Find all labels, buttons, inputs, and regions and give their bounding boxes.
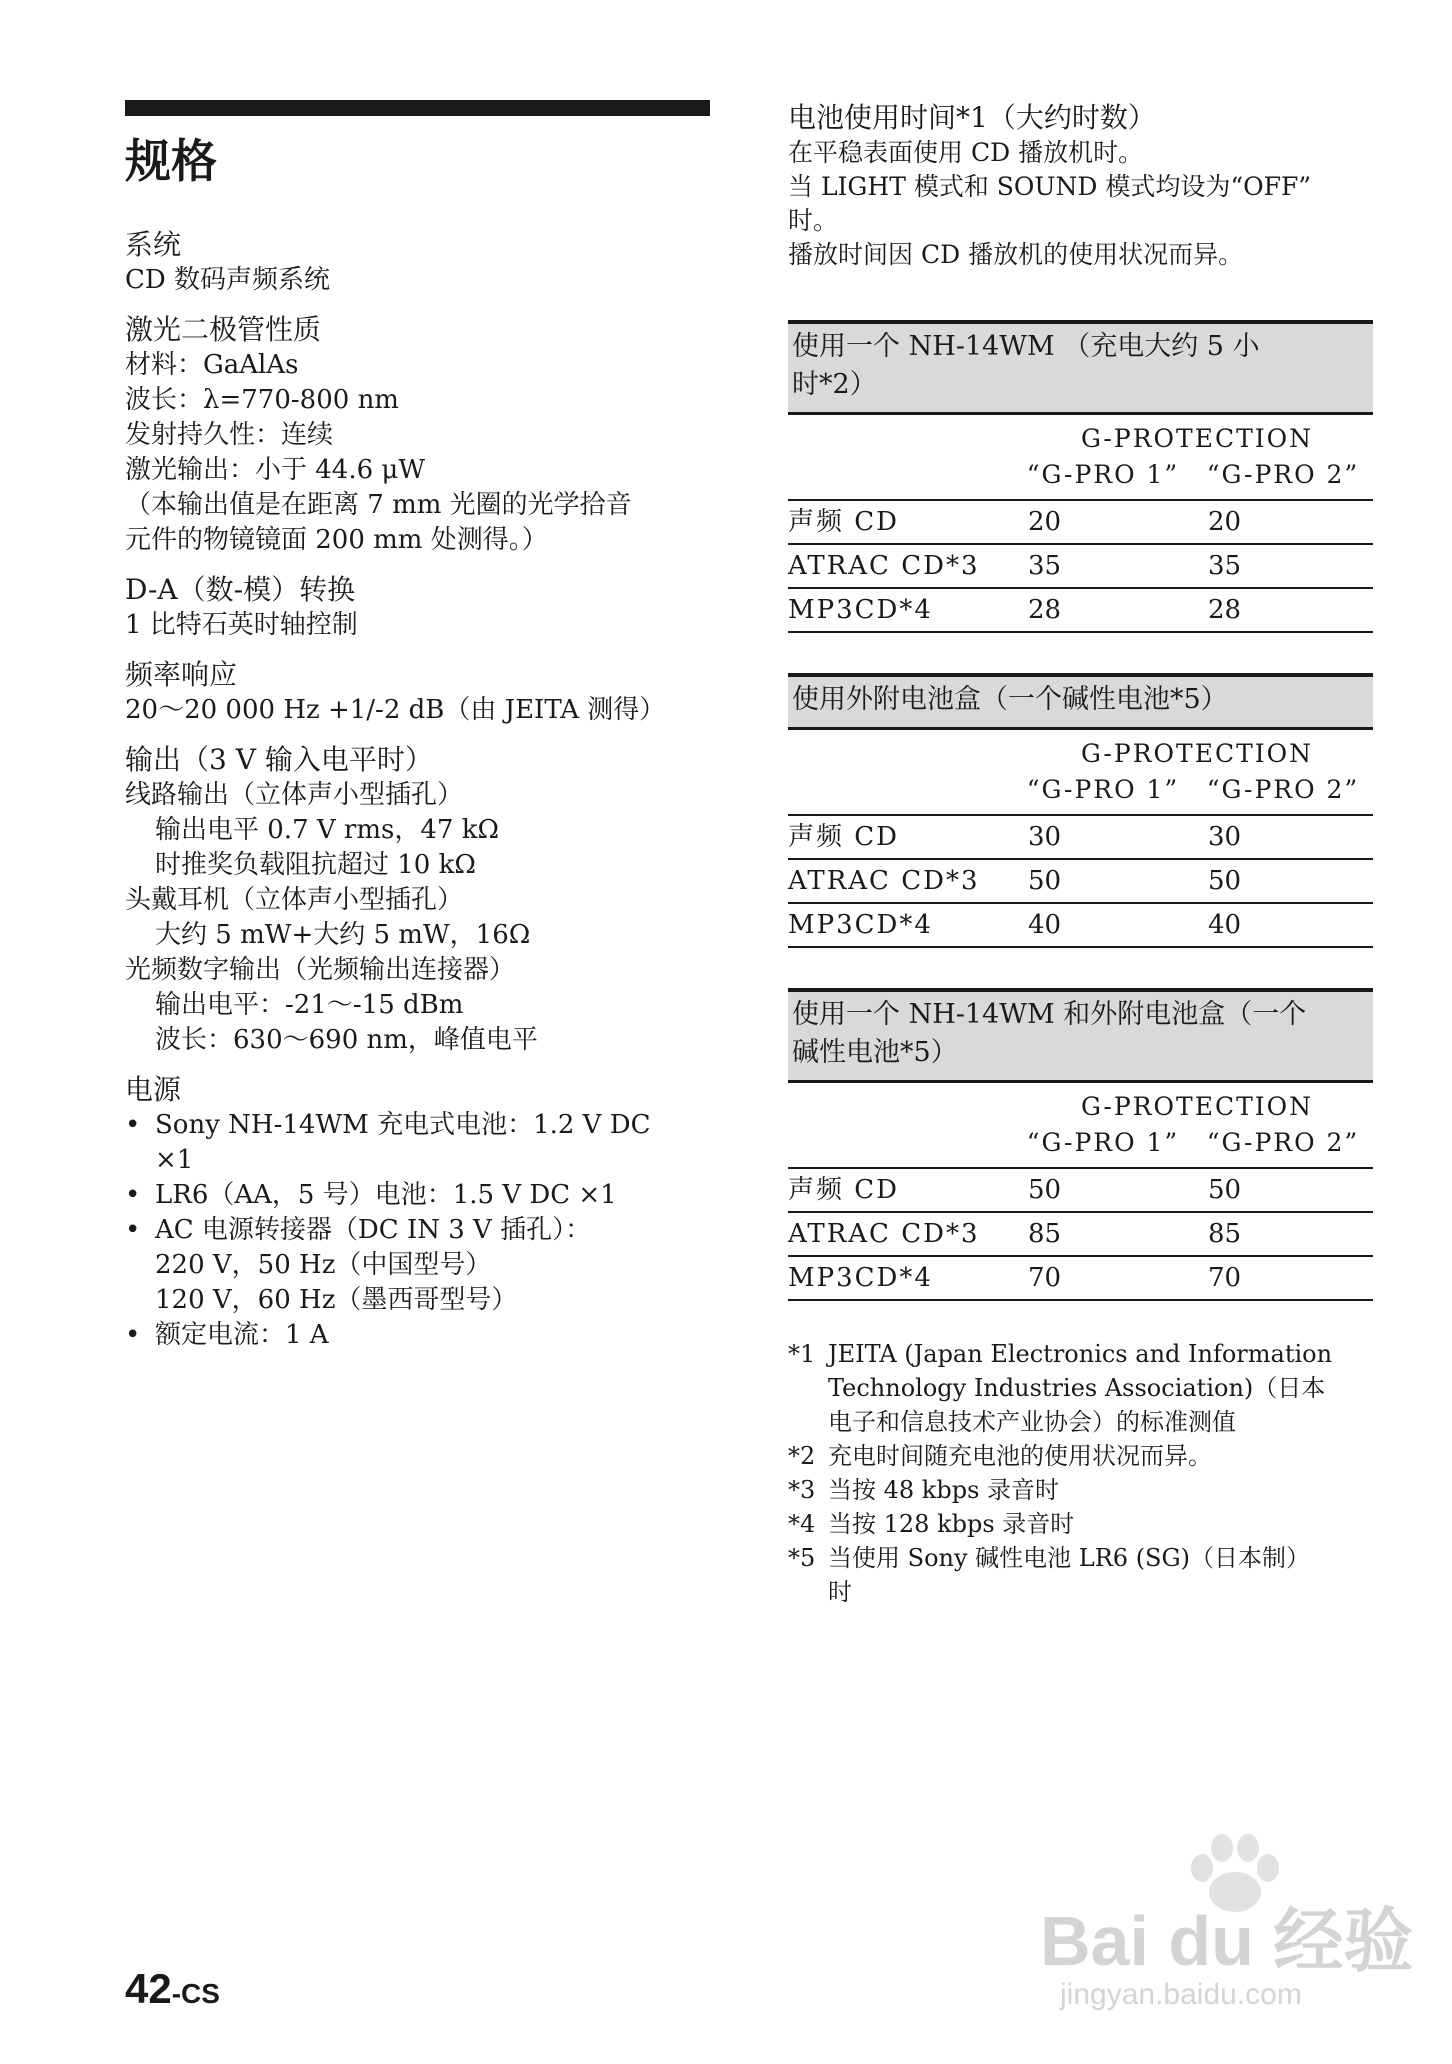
footnote-line: 时 [828,1578,852,1606]
headphones-spec: 大约 5 mW+大约 5 mW，16Ω [155,919,531,950]
table-header-columns [788,772,1373,808]
table-row [788,860,1373,904]
power-item-continuation: 120 V，60 Hz（墨西哥型号） [155,1284,518,1315]
footnote-text [828,1541,1373,1609]
table-header-col1: “G-PRO 1” [1026,460,1180,489]
output-heading: 输出（3 V 输入电平时） [125,742,433,776]
footnotes [788,1337,1373,1609]
table-caption [788,320,1373,412]
table-header [788,412,1373,501]
line-out-level: 输出电平 0.7 V rms，47 kΩ [155,814,500,845]
battery-note-line: 时。 [788,206,839,235]
table-caption-line: 使用一个 NH-14WM 和外附电池盒（一个 [792,999,1307,1030]
watermark-url: jingyan.baidu.com [1060,1978,1302,2011]
row-label: ATRAC CD*3 [788,1219,980,1249]
row-label: MP3CD*4 [788,910,933,940]
table-header-title: G-PROTECTION [1081,424,1313,453]
row-value-gpro1: 85 [1028,1219,1062,1249]
output-section [125,742,710,1058]
table-caption-line: 使用一个 NH-14WM （充电大约 5 小 [792,331,1260,362]
row-label: ATRAC CD*3 [788,866,980,896]
row-value-gpro1: 40 [1028,910,1062,940]
footnote [788,1439,1373,1473]
table-row [788,501,1373,545]
table-caption-line: 碱性电池*5） [792,1037,958,1068]
footnote-line: 电子和信息技术产业协会）的标准测值 [828,1408,1236,1436]
footnote-text [828,1439,1373,1473]
power-section [125,1072,710,1353]
battery-note-line: 在平稳表面使用 CD 播放机时。 [788,138,1144,167]
spec-section [125,312,710,558]
row-value-gpro2: 30 [1208,822,1242,852]
spec-heading: 频率响应 [125,657,238,691]
page-number [125,1965,220,2013]
row-value-gpro2: 85 [1208,1219,1242,1249]
power-list [125,1108,710,1353]
battery-tables [788,320,1373,1301]
footnote-mark: *1 [788,1340,816,1368]
power-item: • LR6（AA，5 号）电池：1.5 V DC ×1 [125,1178,710,1213]
footnote-text [828,1473,1373,1507]
row-label: ATRAC CD*3 [788,551,980,581]
page-number-suffix: -CS [171,1978,220,2009]
spec-line: 激光输出：小于 44.6 μW [125,454,426,485]
row-value-gpro2: 28 [1208,595,1242,625]
footnote-text [828,1337,1373,1439]
footnote-mark: *5 [788,1544,816,1572]
row-label: MP3CD*4 [788,595,933,625]
footnote-line: 充电时间随充电池的使用状况而异。 [828,1442,1212,1470]
line-out-load: 时推奖负载阻抗超过 10 kΩ [155,849,476,880]
table-row [788,545,1373,589]
footnote-line: Technology Industries Association)（日本 [828,1374,1326,1402]
spec-section [125,227,710,298]
row-label: 声频 CD [788,507,900,537]
row-value-gpro1: 50 [1028,866,1062,896]
spec-heading: 系统 [125,227,182,261]
row-value-gpro1: 20 [1028,507,1062,537]
table-row [788,589,1373,633]
spec-line: CD 数码声频系统 [125,264,331,295]
table-header-title: G-PROTECTION [1081,1092,1313,1121]
power-item: • AC 电源转接器（DC IN 3 V 插孔）： [125,1213,710,1248]
footnote-line: JEITA (Japan Electronics and Information [828,1340,1333,1368]
table-caption-line: 时*2） [792,369,877,400]
left-column [125,100,710,1367]
table-caption [788,673,1373,727]
footnote-mark: *2 [788,1442,816,1470]
row-value-gpro2: 50 [1208,866,1242,896]
power-item: • 额定电流：1 A [125,1318,710,1353]
watermark-brand: Bai du 经验 [1040,1902,1414,1980]
headphones-label: 头戴耳机（立体声小型插孔） [125,884,464,915]
spec-sections [125,227,710,728]
spec-line: 发射持久性：连续 [125,419,334,450]
power-heading: 电源 [125,1072,182,1106]
spec-line: 20～20 000 Hz +1/-2 dB（由 JEITA 测得） [125,694,666,725]
battery-note-line: 播放时间因 CD 播放机的使用状况而异。 [788,240,1244,269]
footnote [788,1541,1373,1609]
table-caption [788,988,1373,1080]
table-header-col2: “G-PRO 2” [1206,775,1360,804]
optical-wavelength: 波长：630～690 nm，峰值电平 [155,1024,538,1055]
table-header-col2: “G-PRO 2” [1206,1128,1360,1157]
battery-table [788,673,1373,948]
row-value-gpro1: 35 [1028,551,1062,581]
line-out-label: 线路输出（立体声小型插孔） [125,779,464,810]
spec-section [125,572,710,643]
row-value-gpro2: 70 [1208,1263,1242,1293]
spec-line: 波长：λ=770-800 nm [125,384,399,415]
spec-line: 材料：GaAlAs [125,349,299,380]
table-header-col1: “G-PRO 1” [1026,775,1180,804]
table-header [788,1080,1373,1169]
title-rule [125,100,710,116]
spec-line: 元件的物镜镜面 200 mm 处测得。） [125,524,548,555]
footnote-mark: *4 [788,1510,816,1538]
footnote-line: 当按 48 kbps 录音时 [828,1476,1060,1504]
row-value-gpro2: 35 [1208,551,1242,581]
row-label: 声频 CD [788,1175,900,1205]
table-header-columns [788,1125,1373,1161]
footnote [788,1337,1373,1439]
table-row [788,1169,1373,1213]
footnote-mark: *3 [788,1476,816,1504]
page-title: 规格 [125,134,217,188]
table-header-col1: “G-PRO 1” [1026,1128,1180,1157]
footnote-line: 当使用 Sony 碱性电池 LR6 (SG)（日本制） [828,1544,1311,1572]
table-caption-line: 使用外附电池盒（一个碱性电池*5） [792,684,1228,715]
footnote [788,1473,1373,1507]
battery-notes [788,136,1373,272]
spec-line: （本输出值是在距离 7 mm 光圈的光学拾音 [125,489,632,520]
row-value-gpro2: 50 [1208,1175,1242,1205]
table-row [788,1213,1373,1257]
row-label: 声频 CD [788,822,900,852]
page-number-value: 42 [125,1965,172,2012]
table-row [788,1257,1373,1301]
battery-note-line: 当 LIGHT 模式和 SOUND 模式均设为“OFF” [788,172,1312,201]
battery-table [788,988,1373,1301]
table-row [788,904,1373,948]
power-item: • Sony NH-14WM 充电式电池：1.2 V DC [125,1108,710,1143]
row-value-gpro1: 50 [1028,1175,1062,1205]
power-item-continuation: ×1 [155,1144,194,1175]
row-value-gpro1: 28 [1028,595,1062,625]
battery-table [788,320,1373,633]
row-label: MP3CD*4 [788,1263,933,1293]
table-header-title: G-PROTECTION [1081,739,1313,768]
footnote-line: 当按 128 kbps 录音时 [828,1510,1075,1538]
row-value-gpro1: 30 [1028,822,1062,852]
spec-heading: D-A（数-模）转换 [125,572,356,606]
spec-heading: 激光二极管性质 [125,312,322,346]
right-column [788,100,1373,1609]
table-header-col2: “G-PRO 2” [1206,460,1360,489]
baidu-watermark [1040,1830,1414,2030]
table-row [788,816,1373,860]
spec-line: 1 比特石英时轴控制 [125,609,358,640]
table-header-columns [788,457,1373,493]
power-item-continuation: 220 V，50 Hz（中国型号） [155,1249,492,1280]
optical-label: 光频数字输出（光频输出连接器） [125,954,516,985]
row-value-gpro1: 70 [1028,1263,1062,1293]
footnote [788,1507,1373,1541]
table-header [788,727,1373,816]
row-value-gpro2: 20 [1208,507,1242,537]
footnote-text [828,1507,1373,1541]
optical-level: 输出电平：-21～-15 dBm [155,989,464,1020]
battery-life-heading: 电池使用时间*1（大约时数） [788,101,1156,134]
row-value-gpro2: 40 [1208,910,1242,940]
spec-section [125,657,710,728]
